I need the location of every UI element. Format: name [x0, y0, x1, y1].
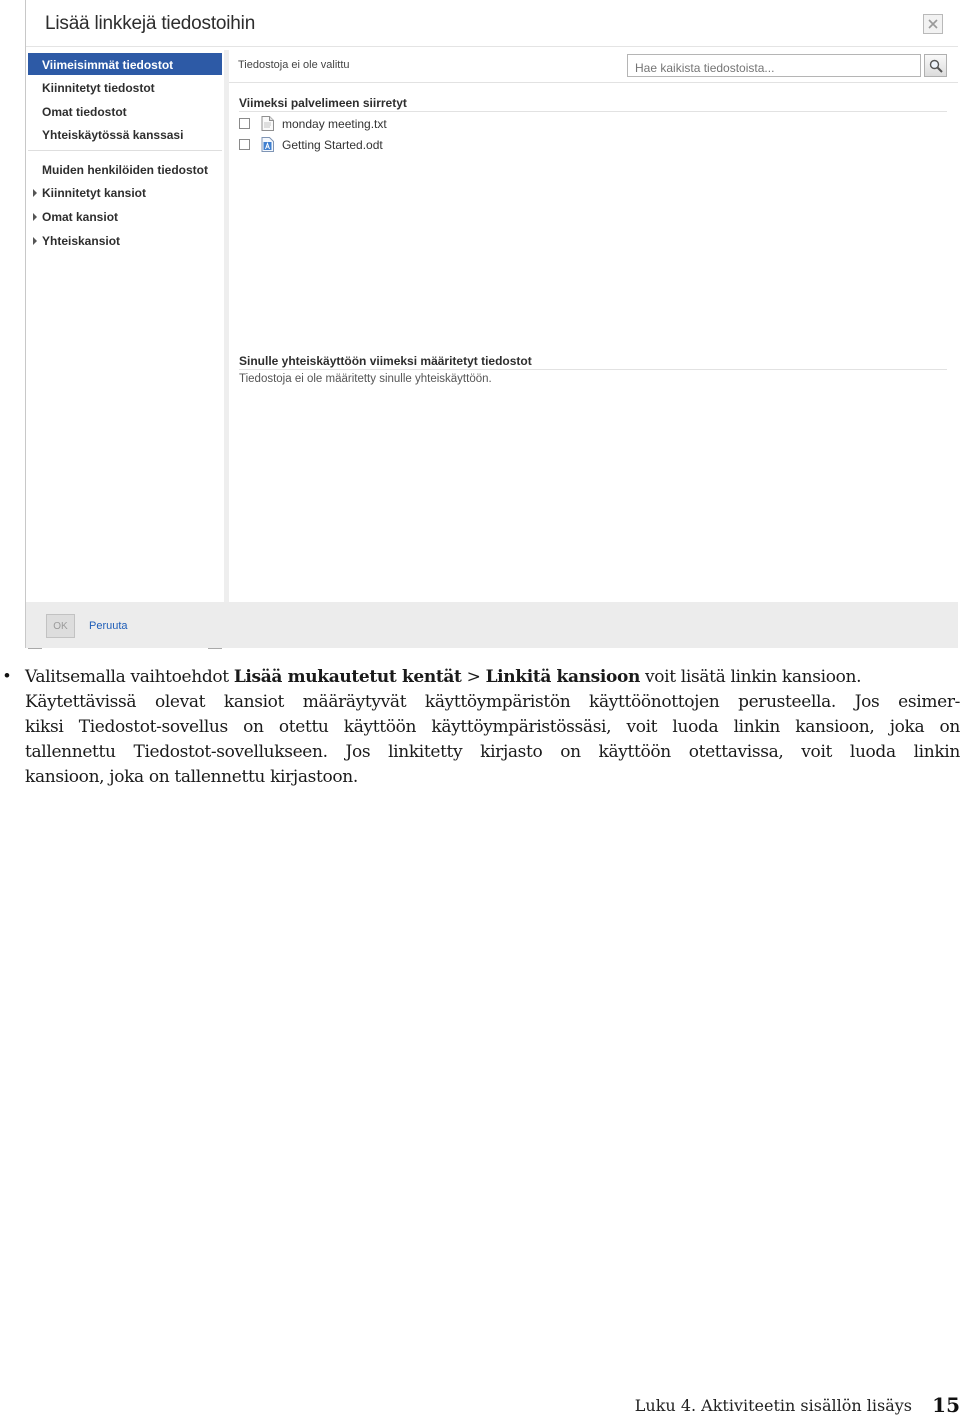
add-file-links-dialog [25, 0, 958, 648]
paragraph-line: kiksi Tiedostot-sovellus on otettu käyttöön käyttöympäristössäsi, voit luoda linkin kansioon, joka on [25, 717, 960, 737]
paragraph-line [25, 665, 960, 690]
sidebar-item-others-files[interactable] [42, 163, 208, 177]
bullet-marker: • [4, 666, 10, 685]
sidebar-item-label: Omat kansiot [42, 210, 119, 224]
sidebar-item-my-files[interactable] [42, 105, 127, 119]
expand-arrow-icon[interactable] [33, 189, 37, 197]
selection-status: Tiedostoja ei ole valittu [238, 59, 350, 71]
file-checkbox[interactable] [239, 118, 250, 129]
menu-option-link-to-folder: Linkitä kansioon [485, 667, 640, 687]
sidebar-item-label: Viimeisimmät tiedostot [42, 58, 174, 72]
sidebar-item-label: Yhteiskansiot [42, 234, 121, 248]
chapter-footer: Luku 4. Aktiviteetin sisällön lisäys [634, 1396, 912, 1415]
cancel-link[interactable]: Peruuta [89, 620, 128, 632]
sidebar-item-pinned-files[interactable] [42, 81, 155, 95]
file-name[interactable]: monday meeting.txt [282, 117, 387, 131]
sidebar-item-recent-files[interactable] [28, 53, 222, 75]
file-name[interactable]: Getting Started.odt [282, 138, 383, 152]
toolbar-divider [229, 82, 958, 83]
body-paragraph [25, 665, 960, 790]
sidebar-item-label: Omat tiedostot [42, 105, 127, 119]
paragraph-line: kansioon, joka on tallennettu kirjastoon. [25, 767, 358, 787]
paragraph-line: tallennettu Tiedostot-sovellukseen. Jos linkitetty kirjasto on käyttöön otettavissa, voit luoda linkin [25, 742, 960, 762]
sidebar-item-my-folders[interactable] [42, 210, 118, 224]
text-run: > [461, 667, 486, 687]
sidebar-item-shared-folders[interactable] [42, 234, 120, 248]
odt-file-icon [261, 137, 274, 152]
expand-arrow-icon[interactable] [33, 213, 37, 221]
close-icon [927, 18, 939, 30]
file-browser-pane [229, 50, 958, 602]
sidebar-item-label: Kiinnitetyt tiedostot [42, 81, 155, 95]
page-number: 15 [932, 1393, 960, 1417]
ok-button[interactable]: OK [46, 614, 75, 638]
file-row[interactable] [239, 116, 539, 132]
shared-with-you-heading: Sinulle yhteiskäyttöön viimeksi määritetyt tiedostot [239, 354, 532, 368]
file-row[interactable] [239, 137, 539, 153]
text-file-icon [261, 116, 274, 131]
sidebar-item-pinned-folders[interactable] [42, 186, 146, 200]
sidebar [26, 50, 225, 602]
dialog-title: Lisää linkkejä tiedostoihin [45, 13, 256, 34]
empty-shared-message: Tiedostoja ei ole määritetty sinulle yhteiskäyttöön. [239, 373, 492, 385]
section-divider [239, 111, 947, 112]
search-icon [929, 59, 943, 73]
close-button[interactable] [923, 14, 943, 34]
text-run: Valitsemalla vaihtoehdot [25, 667, 234, 687]
search-button[interactable] [924, 54, 947, 77]
file-checkbox[interactable] [239, 139, 250, 150]
text-run: voit lisätä linkin kansioon. [639, 667, 862, 687]
search-input[interactable] [627, 54, 921, 77]
sidebar-divider [28, 150, 222, 151]
sidebar-item-label: Yhteiskäytössä kanssasi [42, 128, 184, 142]
recent-uploads-heading: Viimeksi palvelimeen siirretyt [239, 96, 407, 110]
paragraph-line: Käytettävissä olevat kansiot määräytyvät käyttöympäristön käyttöönottojen perusteella. Jos esimer- [25, 692, 960, 712]
sidebar-item-label: Muiden henkilöiden tiedostot [42, 163, 208, 177]
menu-option-add-custom-fields: Lisää mukautetut kentät [233, 667, 462, 687]
expand-arrow-icon[interactable] [33, 237, 37, 245]
dialog-footer [26, 602, 958, 648]
sidebar-item-shared-with-you[interactable] [42, 128, 183, 142]
title-divider [26, 46, 958, 47]
sidebar-item-label: Kiinnitetyt kansiot [42, 186, 147, 200]
section-divider [239, 369, 947, 370]
